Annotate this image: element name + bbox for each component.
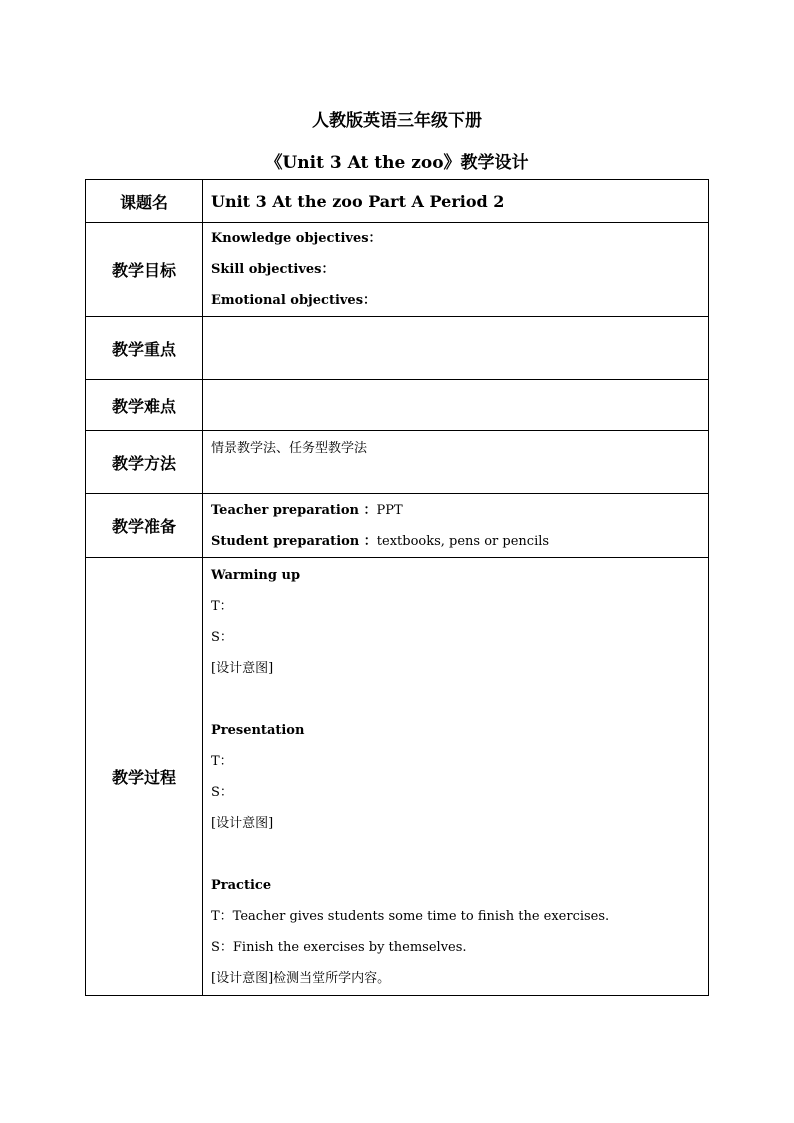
teacher-preparation-label: Teacher preparation ： bbox=[211, 502, 377, 518]
label-methods: 教学方法 bbox=[86, 431, 203, 494]
spacer bbox=[211, 684, 708, 715]
objective-skill: Skill objectives： bbox=[211, 262, 335, 277]
presentation-student: S： bbox=[211, 784, 233, 800]
practice-heading: Practice bbox=[211, 877, 272, 893]
label-objectives: 教学目标 bbox=[86, 223, 203, 317]
label-topic: 课题名 bbox=[86, 180, 203, 223]
presentation-intent: [设计意图] bbox=[211, 815, 274, 831]
label-process: 教学过程 bbox=[86, 558, 203, 996]
teacher-preparation bbox=[211, 495, 708, 526]
row-process bbox=[86, 558, 709, 996]
value-process bbox=[203, 558, 709, 996]
student-preparation-value: textbooks, pens or pencils bbox=[376, 533, 550, 549]
objective-knowledge: Knowledge objectives： bbox=[211, 231, 382, 246]
warming-student: S： bbox=[211, 629, 233, 645]
value-preparation bbox=[203, 494, 709, 558]
document-subtitle: 《Unit 3 At the zoo》教学设计 bbox=[265, 153, 529, 173]
label-preparation: 教学准备 bbox=[86, 494, 203, 558]
spacer bbox=[211, 839, 708, 870]
teacher-preparation-value: PPT bbox=[376, 502, 403, 518]
value-key-points bbox=[203, 317, 709, 380]
row-objectives bbox=[86, 223, 709, 317]
label-key-points: 教学重点 bbox=[86, 317, 203, 380]
lesson-plan-table bbox=[85, 179, 709, 996]
warming-teacher: T： bbox=[211, 598, 233, 614]
student-preparation-label: Student preparation ： bbox=[211, 533, 377, 549]
value-objectives bbox=[203, 223, 709, 317]
practice-student: S：Finish the exercises by themselves. bbox=[211, 939, 467, 955]
value-topic: Unit 3 At the zoo Part A Period 2 bbox=[203, 180, 709, 223]
label-difficulties: 教学难点 bbox=[86, 380, 203, 431]
value-methods bbox=[203, 431, 709, 494]
row-difficulties bbox=[86, 380, 709, 431]
practice-intent: [设计意图]检测当堂所学内容。 bbox=[211, 970, 391, 986]
document-title: 人教版英语三年级下册 bbox=[312, 111, 482, 131]
warming-heading: Warming up bbox=[211, 567, 301, 583]
presentation-heading: Presentation bbox=[211, 722, 305, 738]
row-methods bbox=[86, 431, 709, 494]
row-preparation bbox=[86, 494, 709, 558]
objective-emotional: Emotional objectives： bbox=[211, 293, 377, 308]
presentation-teacher: T： bbox=[211, 753, 233, 769]
warming-intent: [设计意图] bbox=[211, 660, 274, 676]
value-difficulties bbox=[203, 380, 709, 431]
practice-teacher: T：Teacher gives students some time to finish the exercises. bbox=[211, 908, 610, 924]
row-topic bbox=[86, 180, 709, 223]
row-key-points bbox=[86, 317, 709, 380]
student-preparation bbox=[211, 526, 708, 557]
methods-text: 情景教学法、任务型教学法 bbox=[211, 441, 368, 456]
